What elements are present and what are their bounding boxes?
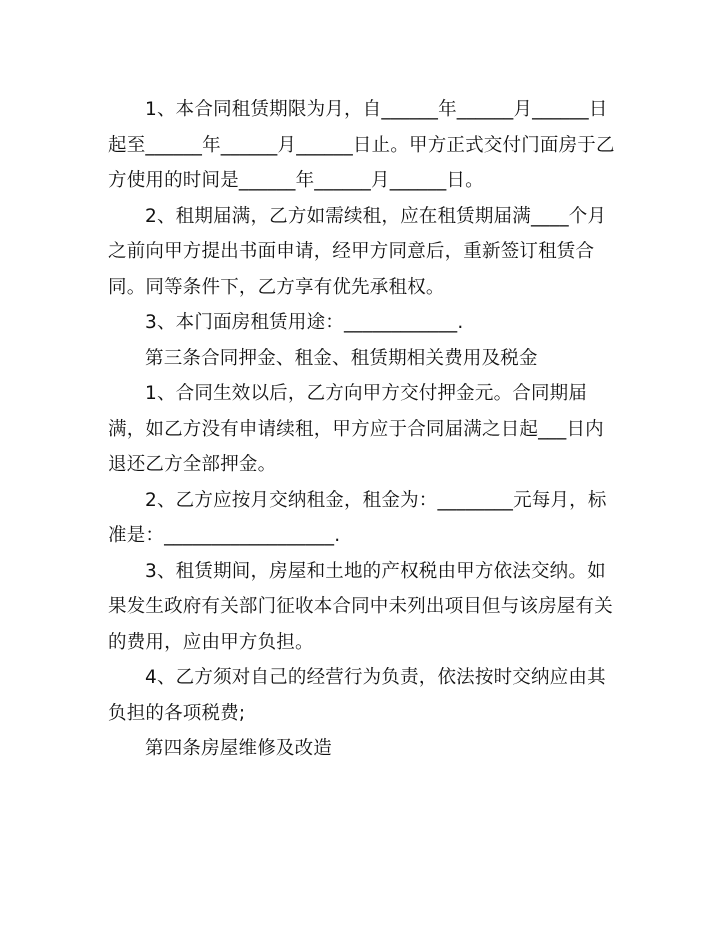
rent-paragraph: 2、乙方应按月交纳租金，租金为：________元每月，标准是：__________________. [108,489,607,546]
section-heading-article-3: 第三条合同押金、租金、租赁期相关费用及税金 [145,347,538,369]
tax-paragraph: 3、租赁期间，房屋和土地的产权税由甲方依法交纳。如果发生政府有关部门征收本合同中未列出项目但与该房屋有关的费用，应由甲方负担。 [108,560,613,653]
usage-paragraph: 3、本门面房租赁用途：____________. [145,312,464,333]
deposit-paragraph: 1、合同生效以后，乙方向甲方交付押金元。合同期届满，如乙方没有申请续租，甲方应于合同届满之日起___日内退还乙方全部押金。 [108,383,604,475]
renewal-paragraph: 2、租期届满，乙方如需续租，应在租赁期届满____个月之前向甲方提出书面申请，经甲方同意后，重新签订租赁合同。同等条件下，乙方享有优先承租权。 [108,205,607,298]
lease-term-paragraph: 1、本合同租赁期限为月，自______年______月______日起至______年______月______日止。甲方正式交付门面房于乙方使用的时间是______年______月______日。 [108,99,615,191]
business-tax-paragraph: 4、乙方须对自己的经营行为负责，依法按时交纳应由其负担的各项税费; [108,667,606,724]
document-body [108,92,616,767]
section-heading-article-4: 第四条房屋维修及改造 [145,738,333,759]
